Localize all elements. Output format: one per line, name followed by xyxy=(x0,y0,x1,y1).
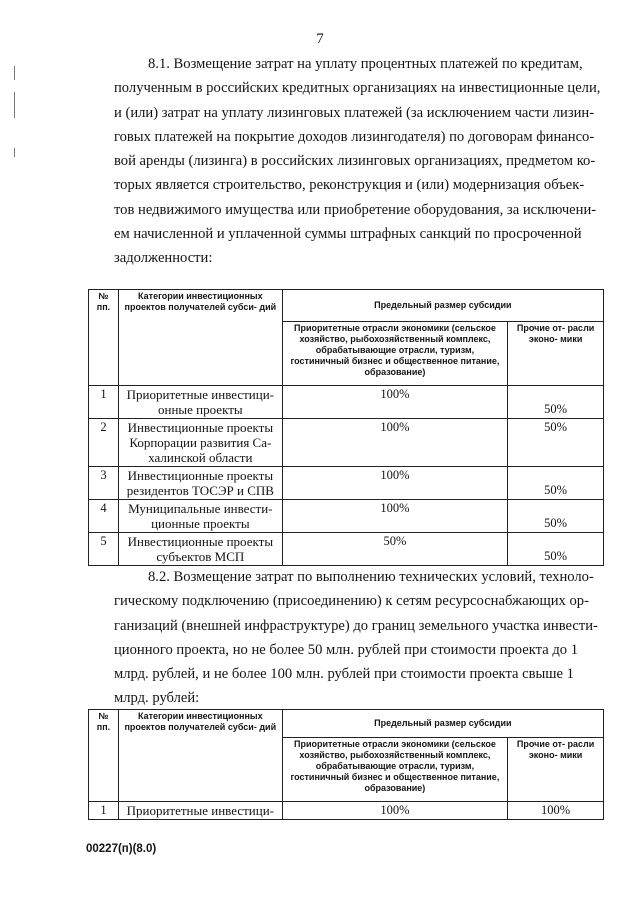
text-line: 8.2. Возмещение затрат по выполнению технических условий, техноло- xyxy=(148,569,594,585)
row-num: 1 xyxy=(89,802,119,820)
subsidy-table-8-2 xyxy=(88,709,604,820)
row-num: 2 xyxy=(89,419,119,467)
header-category: Категории инвестиционных проектов получателей субси- дий xyxy=(118,710,282,802)
row-priority-value: 100% xyxy=(282,467,508,500)
section-8-2-text xyxy=(114,565,602,711)
row-other-value: 50% xyxy=(508,386,604,419)
table-row xyxy=(89,802,604,820)
text-line: задолженности: xyxy=(114,250,213,267)
text-line: и (или) затрат на уплату лизинговых платежей (за исключением части лизин- xyxy=(114,104,595,121)
row-other-value: 50% xyxy=(508,533,604,566)
text-line: говых платежей на покрытие доходов лизингодателя) по договорам финансо- xyxy=(114,128,595,145)
text-line: ем начисленной и уплаченной суммы штрафных санкций по просроченной xyxy=(114,226,582,243)
row-category: Приоритетные инвестици- xyxy=(118,802,282,820)
text-line: гическому подключению (присоединению) к сетям ресурсоснабжающих ор- xyxy=(114,593,589,610)
text-line: млрд. рублей, и не более 100 млн. рублей при стоимости проекта свыше 1 xyxy=(114,666,574,683)
table-row xyxy=(89,500,604,533)
row-priority-value: 100% xyxy=(282,419,508,467)
row-priority-value: 100% xyxy=(282,386,508,419)
row-priority-value: 100% xyxy=(282,802,508,820)
row-category: Муниципальные инвести- ционные проекты xyxy=(118,500,282,533)
row-num: 5 xyxy=(89,533,119,566)
row-priority-value: 50% xyxy=(282,533,508,566)
header-other: Прочие от- расли эконо- мики xyxy=(508,322,604,386)
text-line: млрд. рублей: xyxy=(114,690,200,707)
row-num: 4 xyxy=(89,500,119,533)
row-other-value: 100% xyxy=(508,802,604,820)
text-line: ганизаций (внешней инфраструктуре) до границ земельного участка инвести- xyxy=(114,617,598,634)
section-8-1-text xyxy=(114,52,602,271)
header-priority: Приоритетные отрасли экономики (сельское хозяйство, рыбохозяйственный комплекс, обрабатывающие отрасли, туризм, гостиничный бизнес и общественное питание, образование) xyxy=(282,322,508,386)
row-other-value: 50% xyxy=(508,500,604,533)
row-category: Инвестиционные проекты Корпорации развития Са- халинской области xyxy=(118,419,282,467)
row-category: Инвестиционные проекты субъектов МСП xyxy=(118,533,282,566)
row-num: 1 xyxy=(89,386,119,419)
footer-code: 00227(п)(8.0) xyxy=(86,843,157,855)
row-other-value: 50% xyxy=(508,419,604,467)
text-line: ционного проекта, но не более 50 млн. рублей при стоимости проекта до 1 xyxy=(114,641,578,658)
table-row xyxy=(89,386,604,419)
header-num: № пп. xyxy=(89,290,119,386)
text-line: полученным в российских кредитных организациях на инвестиционные цели, xyxy=(114,80,601,97)
text-line: торых является строительство, реконструкция и (или) модернизация объек- xyxy=(114,177,585,194)
header-priority: Приоритетные отрасли экономики (сельское хозяйство, рыбохозяйственный комплекс, обрабатывающие отрасли, туризм, гостиничный бизнес и общественное питание, образование) xyxy=(282,738,508,802)
text-line: 8.1. Возмещение затрат на уплату процентных платежей по кредитам, xyxy=(148,56,583,72)
margin-mark xyxy=(14,92,15,118)
header-num: № пп. xyxy=(89,710,119,802)
row-num: 3 xyxy=(89,467,119,500)
header-limit: Предельный размер субсидии xyxy=(282,290,603,322)
row-priority-value: 100% xyxy=(282,500,508,533)
page-number: 7 xyxy=(316,31,324,47)
table-row xyxy=(89,533,604,566)
row-other-value: 50% xyxy=(508,467,604,500)
subsidy-table-8-1 xyxy=(88,289,604,566)
header-limit: Предельный размер субсидии xyxy=(282,710,603,738)
text-line: вой аренды (лизинга) в российских лизинговых организациях, предметом ко- xyxy=(114,153,596,170)
table-row xyxy=(89,419,604,467)
row-category: Инвестиционные проекты резидентов ТОСЭР и СПВ xyxy=(118,467,282,500)
margin-mark xyxy=(14,66,15,80)
text-line: тов недвижимого имущества или приобретение оборудования, за исключени- xyxy=(114,201,597,218)
table-row xyxy=(89,467,604,500)
row-category: Приоритетные инвестици- онные проекты xyxy=(118,386,282,419)
header-other: Прочие от- расли эконо- мики xyxy=(508,738,604,802)
header-category: Категории инвестиционных проектов получателей субси- дий xyxy=(118,290,282,386)
margin-mark xyxy=(14,148,15,157)
